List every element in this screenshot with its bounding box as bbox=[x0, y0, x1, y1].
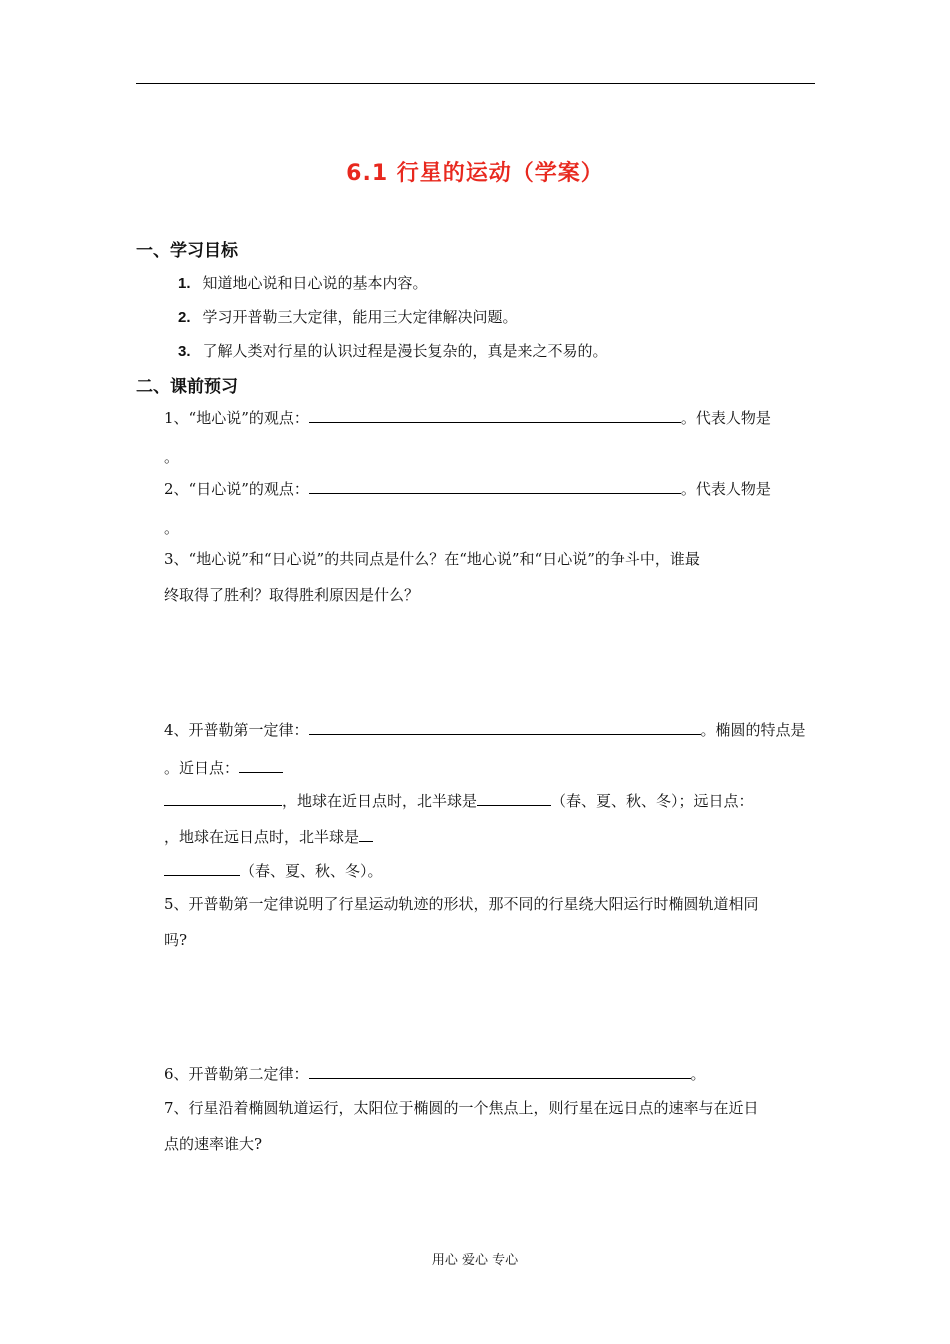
question-7-line2: 点的速率谁大? bbox=[164, 1135, 263, 1153]
q4-perihelion-text: ，地球在近日点时，北半球是 bbox=[282, 792, 478, 810]
q4-perihelion-label: 。近日点： bbox=[164, 759, 240, 777]
q4-aphelion-text: ，地球在远日点时，北半球是 bbox=[164, 828, 360, 846]
goal-item bbox=[178, 306, 518, 327]
q4-blank-law[interactable] bbox=[309, 719, 701, 735]
goal-text: 了解人类对行星的认识过程是漫长复杂的，真是来之不易的。 bbox=[202, 342, 608, 360]
q6-blank[interactable] bbox=[309, 1063, 691, 1079]
section-heading-preview: 二、课前预习 bbox=[136, 377, 238, 397]
header-rule bbox=[136, 83, 815, 84]
q4-line5 bbox=[164, 860, 383, 881]
goal-text: 学习开普勒三大定律，能用三大定律解决问题。 bbox=[202, 308, 518, 326]
q1-prefix: 1、“地心说”的观点： bbox=[164, 409, 309, 427]
q4-blank-perihelion-cont[interactable] bbox=[164, 790, 282, 806]
question-7-line1: 7、行星沿着椭圆轨道运行，太阳位于椭圆的一个焦点上，则行星在远日点的速率与在近日 bbox=[164, 1099, 759, 1117]
goal-text: 知道地心说和日心说的基本内容。 bbox=[202, 274, 428, 292]
q1-blank[interactable] bbox=[309, 407, 681, 423]
page-footer: 用心 爱心 专心 bbox=[431, 1253, 519, 1268]
goal-number: 2. bbox=[178, 309, 191, 326]
q4-blank-season-2[interactable] bbox=[359, 826, 373, 842]
question-4 bbox=[164, 719, 806, 740]
q2-prefix: 2、“日心说”的观点： bbox=[164, 480, 309, 498]
q2-continuation: 。 bbox=[164, 519, 180, 537]
q4-blank-season-2-cont[interactable] bbox=[164, 860, 240, 876]
q4-blank-perihelion[interactable] bbox=[239, 757, 283, 773]
q4-season-options: （春、夏、秋、冬）。 bbox=[240, 862, 383, 880]
q4-line2 bbox=[164, 757, 283, 778]
q2-blank[interactable] bbox=[309, 478, 681, 494]
q4-aphelion-label: （春、夏、秋、冬）；远日点： bbox=[551, 792, 754, 810]
section-heading-goals: 一、学习目标 bbox=[136, 241, 238, 261]
question-3-line2: 终取得了胜利？取得胜利原因是什么？ bbox=[164, 586, 420, 604]
question-5-line1: 5、开普勒第一定律说明了行星运动轨迹的形状，那不同的行星绕大阳运行时椭圆轨道相同 bbox=[164, 895, 759, 913]
q4-prefix: 4、开普勒第一定律： bbox=[164, 721, 309, 739]
q6-prefix: 6、开普勒第二定律： bbox=[164, 1065, 309, 1083]
q4-blank-season-1[interactable] bbox=[477, 790, 551, 806]
q6-suffix: 。 bbox=[690, 1065, 706, 1083]
goal-number: 1. bbox=[178, 275, 191, 292]
goal-item bbox=[178, 340, 608, 361]
q2-suffix: 。代表人物是 bbox=[680, 480, 771, 498]
question-2 bbox=[164, 478, 771, 499]
question-3-line1: 3、“地心说”和“日心说”的共同点是什么？在“地心说”和“日心说”的争斗中，谁最 bbox=[164, 550, 700, 568]
q1-suffix: 。代表人物是 bbox=[680, 409, 771, 427]
question-6 bbox=[164, 1063, 706, 1084]
goal-item bbox=[178, 272, 428, 293]
q4-line4 bbox=[164, 826, 373, 847]
goal-number: 3. bbox=[178, 343, 191, 360]
question-5-line2: 吗? bbox=[164, 931, 188, 949]
q4-suffix: 。椭圆的特点是 bbox=[700, 721, 806, 739]
q4-line3 bbox=[164, 790, 754, 811]
page-title: 6.1 行星的运动（学案） bbox=[346, 161, 604, 186]
q1-continuation: 。 bbox=[164, 448, 180, 466]
question-1 bbox=[164, 407, 771, 428]
